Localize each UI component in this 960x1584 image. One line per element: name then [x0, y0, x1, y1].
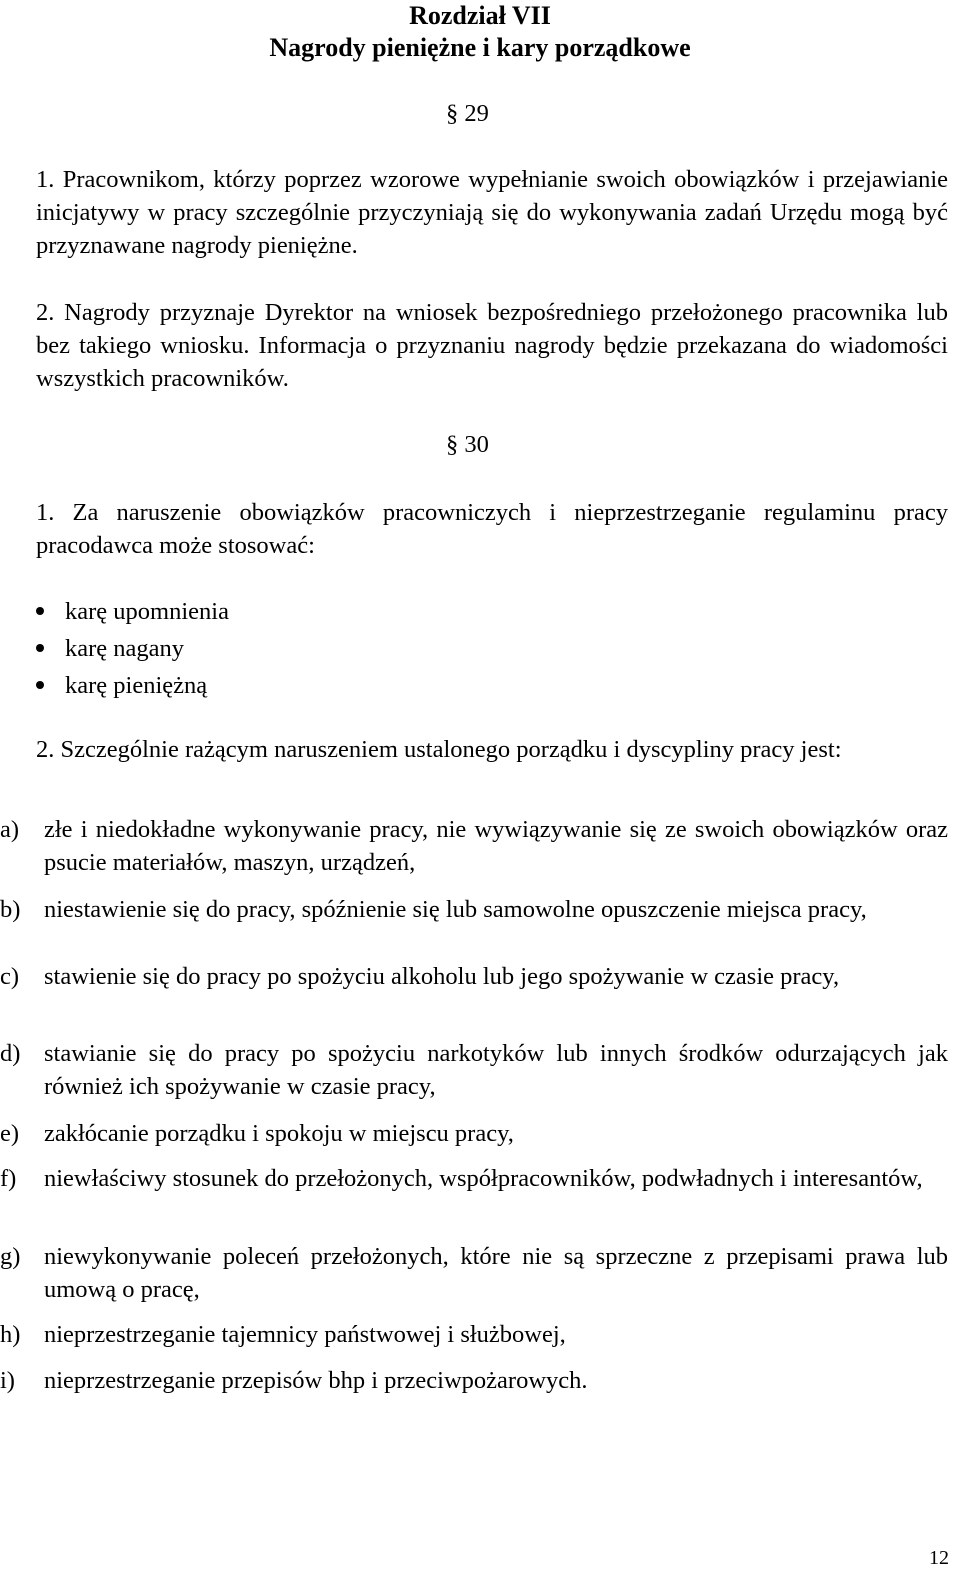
item-label: e) — [0, 1120, 20, 1147]
bullet-text: karę nagany — [65, 635, 185, 662]
item-text: stawienie się do pracy po spożyciu alkoholu lub jego spożywanie w czasie pracy, — [44, 963, 840, 990]
section-29-header: § 29 — [446, 100, 489, 127]
item-text: zakłócanie porządku i spokoju w miejscu pracy, — [44, 1120, 514, 1147]
chapter-title: Nagrody pieniężne i kary porządkowe — [269, 33, 691, 62]
item-text: stawianie się do pracy po spożyciu narkotyków lub innych środków odurzających jak również ich spożywanie w czasie pracy, — [44, 1040, 948, 1100]
item-text: niewykonywanie poleceń przełożonych, które nie są sprzeczne z przepisami prawa lub umową o pracę, — [44, 1243, 948, 1303]
item-label: d) — [0, 1040, 21, 1067]
item-label: g) — [0, 1243, 21, 1270]
item-text: niewłaściwy stosunek do przełożonych, współpracowników, podwładnych i interesantów, — [44, 1165, 923, 1192]
item-label: b) — [0, 896, 21, 923]
chapter-number: Rozdział VII — [409, 1, 551, 30]
bullet-icon — [36, 644, 44, 652]
section-29-paragraph-1: 1. Pracownikom, którzy poprzez wzorowe wypełnianie swoich obowiązków i przejawianie inicjatywy w pracy szczególnie przyczyniają się do wykonywania zadań Urzędu mogą być przyznawane nagrody pieniężne. — [36, 166, 948, 259]
item-label: a) — [0, 816, 20, 843]
item-text: nieprzestrzeganie tajemnicy państwowej i służbowej, — [44, 1321, 566, 1348]
page-number: 12 — [929, 1547, 949, 1569]
bullet-text: karę pieniężną — [65, 672, 208, 699]
item-label: h) — [0, 1321, 21, 1348]
bullet-icon — [36, 607, 44, 615]
section-29-paragraph-2: 2. Nagrody przyznaje Dyrektor na wniosek bezpośredniego przełożonego pracownika lub bez takiego wniosku. Informacja o przyznaniu nagrody będzie przekazana do wiadomości wszystkich pracowników. — [36, 299, 948, 392]
item-text: niestawienie się do pracy, spóźnienie się lub samowolne opuszczenie miejsca pracy, — [44, 896, 867, 923]
section-30-paragraph-2: 2. Szczególnie rażącym naruszeniem ustalonego porządku i dyscypliny pracy jest: — [36, 736, 842, 763]
section-30-header: § 30 — [446, 431, 489, 458]
bullet-text: karę upomnienia — [65, 598, 229, 625]
item-text: nieprzestrzeganie przepisów bhp i przeciwpożarowych. — [44, 1367, 588, 1394]
section-30-paragraph-1: 1. Za naruszenie obowiązków pracowniczych i nieprzestrzeganie regulaminu pracy pracodawca może stosować: — [36, 499, 948, 559]
item-text: złe i niedokładne wykonywanie pracy, nie wywiązywanie się ze swoich obowiązków oraz psucie materiałów, maszyn, urządzeń, — [44, 816, 948, 876]
item-label: c) — [0, 963, 20, 990]
item-label: i) — [0, 1367, 15, 1394]
bullet-icon — [36, 681, 44, 689]
item-label: f) — [0, 1165, 17, 1192]
